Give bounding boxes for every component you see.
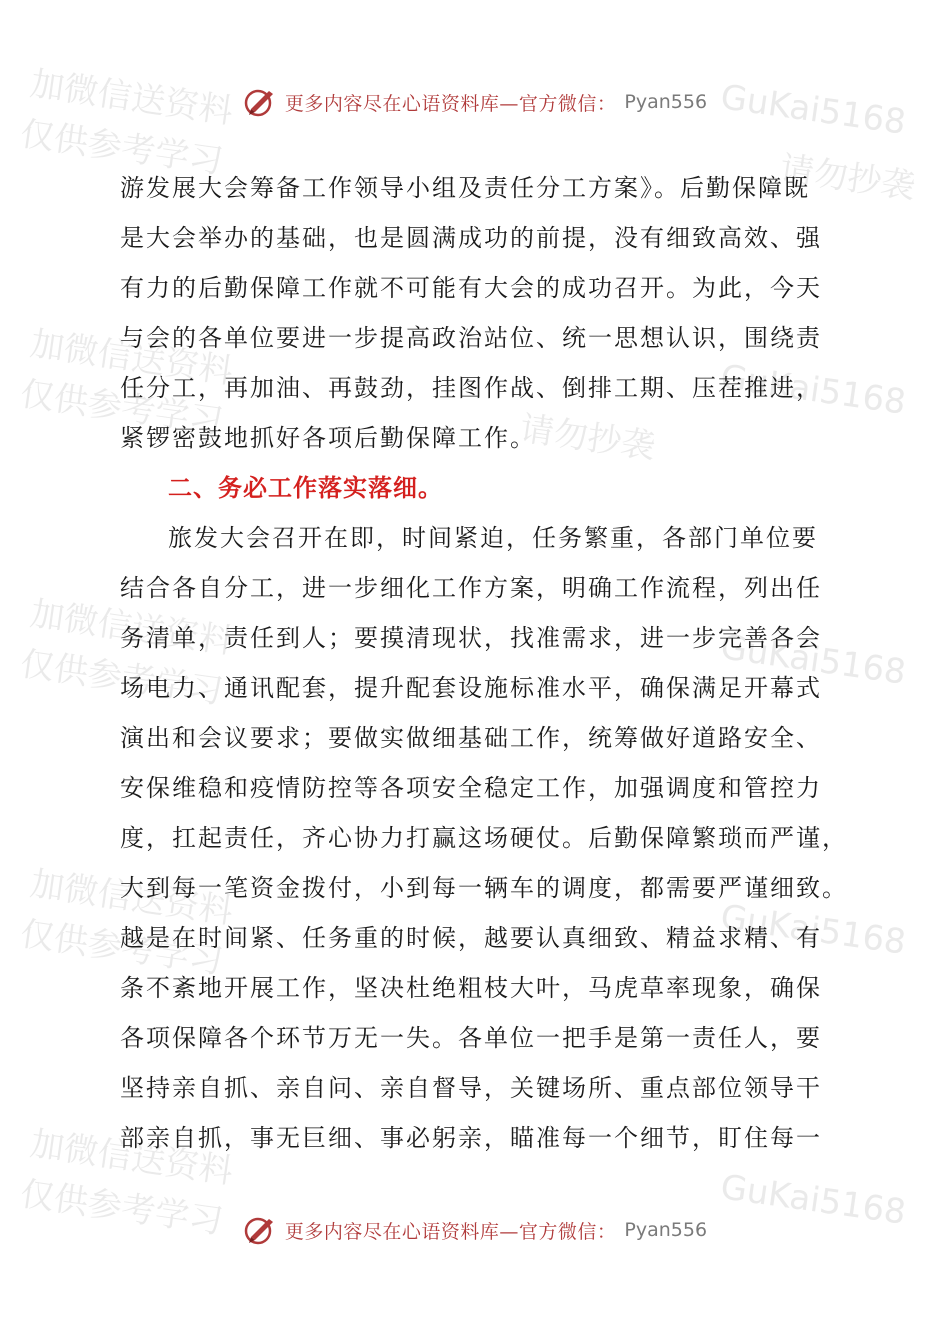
watermark: 请勿抄袭 [777,148,918,208]
watermark: GuKai5168 [718,357,909,423]
paragraph-line: 大到每一笔资金拨付，小到每一辆车的调度，都需要严谨细致。 [120,874,848,902]
watermark: 加微信送资料 [27,63,236,132]
watermark: 加微信送资料 [27,863,236,932]
watermark: GuKai5168 [718,77,909,143]
watermark: 仅供参考学习 [17,373,226,442]
pen-logo-icon [243,85,277,119]
watermark: 加微信送资料 [27,593,236,662]
paragraph-line: 务清单，责任到人；要摸清现状，找准需求，进一步完善各会 [120,624,822,652]
banner-wechat-id: Pyan556 [624,1219,708,1241]
header-banner [0,80,950,124]
watermark: GuKai5168 [718,1167,909,1233]
watermark: 仅供参考学习 [17,1173,226,1242]
watermark: 仅供参考学习 [17,113,226,182]
paragraph-line: 与会的各单位要进一步提高政治站位、统一思想认识，围绕责 [120,324,822,352]
paragraph-line: 各项保障各个环节万无一失。各单位一把手是第一责任人，要 [120,1024,822,1052]
paragraph-line: 条不紊地开展工作，坚决杜绝粗枝大叶，马虎草率现象，确保 [120,974,822,1002]
section-heading: 二、务必工作落实落细。 [168,474,443,502]
paragraph-line: 有力的后勤保障工作就不可能有大会的成功召开。为此，今天 [120,274,822,302]
paragraph-line: 演出和会议要求；要做实做细基础工作，统筹做好道路安全、 [120,724,822,752]
banner-text: 更多内容尽在心语资料库—官方微信： [284,92,617,115]
banner-text: 更多内容尽在心语资料库—官方微信： [284,1220,617,1243]
paragraph-line: 旅发大会召开在即，时间紧迫，任务繁重，各部门单位要 [168,524,818,552]
banner-wechat-id: Pyan556 [624,91,708,113]
watermark: 加微信送资料 [27,323,236,392]
paragraph-line: 坚持亲自抓、亲自问、亲自督导，关键场所、重点部位领导干 [120,1074,822,1102]
paragraph-line: 场电力、通讯配套，提升配套设施标准水平，确保满足开幕式 [120,674,822,702]
watermark: 请勿抄袭 [517,408,658,468]
watermark: 仅供参考学习 [17,913,226,982]
paragraph-line: 是大会举办的基础，也是圆满成功的前提，没有细致高效、强 [120,224,822,252]
paragraph-line: 结合各自分工，进一步细化工作方案，明确工作流程，列出任 [120,574,822,602]
paragraph-line: 安保维稳和疫情防控等各项安全稳定工作，加强调度和管控力 [120,774,822,802]
pen-logo-icon [243,1213,277,1247]
paragraph-line: 部亲自抓，事无巨细、事必躬亲，瞄准每一个细节，盯住每一 [120,1124,822,1152]
paragraph-line: 任分工，再加油、再鼓劲，挂图作战、倒排工期、压茬推进， [120,374,822,402]
paragraph-line: 度，扛起责任，齐心协力打赢这场硬仗。后勤保障繁琐而严谨， [120,824,848,852]
watermark: GuKai5168 [718,627,909,693]
paragraph-line: 紧锣密鼓地抓好各项后勤保障工作。 [120,424,536,452]
footer-banner [0,1208,950,1252]
watermark: GuKai5168 [718,897,909,963]
paragraph-line: 游发展大会筹备工作领导小组及责任分工方案》。后勤保障既 [120,174,810,202]
watermark: 加微信送资料 [27,1123,236,1192]
watermark: 仅供参考学习 [17,643,226,712]
paragraph-line: 越是在时间紧、任务重的时候，越要认真细致、精益求精、有 [120,924,822,952]
